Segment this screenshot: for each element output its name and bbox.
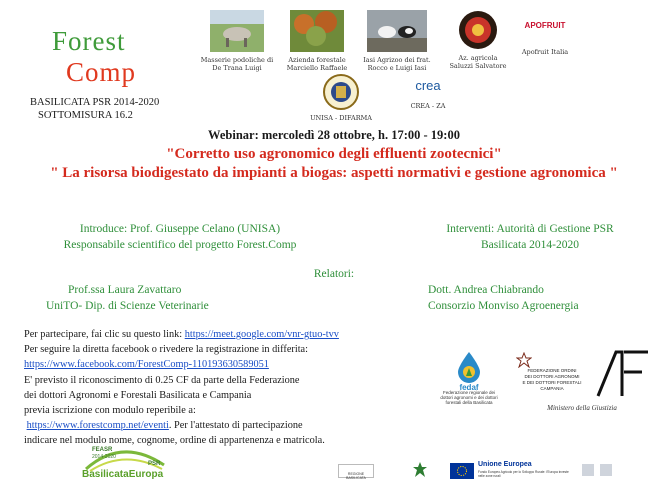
relatore2-name: Dott. Andrea Chiabrando [428, 284, 544, 296]
repubblica-emblem-icon [412, 461, 428, 479]
relatore-1 [46, 282, 246, 314]
fedaf-name: fedaf [459, 383, 479, 392]
forest-photo-icon [290, 10, 344, 52]
partner-label: CREA - ZA [410, 102, 446, 110]
relatori-label: Relatori: [313, 268, 355, 280]
partner-label: Iasi Agrizoo dei frat. Rocco e Luigi Iasi [363, 56, 431, 72]
interventi-line2: Basilicata 2014-2020 [480, 239, 580, 251]
partner-crea [396, 78, 460, 110]
brand-line2: Comp [66, 57, 137, 87]
feasr-years: 2014-2020 [92, 454, 116, 460]
footer-small-logo-1 [582, 464, 594, 476]
unisa-seal-icon [323, 74, 359, 110]
footer-logos [338, 460, 658, 482]
feasr-logo [82, 443, 168, 485]
relatore-2 [428, 282, 648, 314]
brand-line1: Forest [52, 26, 126, 56]
eventi-link[interactable]: https://www.forestcomp.net/eventi [26, 420, 169, 432]
partner-saluzzi [446, 10, 510, 70]
info-line3 [24, 357, 424, 372]
feasr-psr: PSR [148, 461, 161, 467]
program-line2: SOTTOMISURA 16.2 [38, 110, 133, 121]
intro-line2: Responsabile scientifico del progetto Forest.Comp [63, 239, 297, 251]
relatore2-affiliation: Consorzio Monviso Agroenergia [428, 300, 579, 312]
info-line7: https://www.forestcomp.net/eventi. Per l'attestato di partecipazione [26, 420, 303, 432]
crea-logo: crea [415, 78, 441, 93]
relatore1-name: Prof.ssa Laura Zavattaro [68, 284, 182, 296]
feasr-top: FEASR [92, 447, 113, 453]
info-line6: previa iscrizione con modulo reperibile a: [24, 405, 196, 417]
forestcomp-logo [52, 26, 182, 88]
webinar-datetime: Webinar: mercoledì 28 ottobre, h. 17:00 - 19:00 [208, 128, 460, 142]
partner-marciello [282, 10, 352, 72]
eu-label: Unione Europea [478, 461, 532, 468]
partner-iasi [356, 10, 438, 72]
info-line1: Per partecipare, fai clic su questo link: https://meet.google.com/vnr-gtuo-tvv [24, 329, 339, 340]
cow-photo-icon [210, 10, 264, 52]
ordine-logo [512, 350, 652, 414]
info-line2: Per seguire la diretta facebook o rivedere la registrazione in differita: [24, 344, 308, 356]
info-line4: E' previsto il riconoscimento di 0.25 CF da parte della Federazione [24, 374, 300, 386]
ordine-text: FEDERAZIONE ORDINI DEI DOTTORI AGRONOMI E DEI DOTTORI FORESTALI CAMPANIA [522, 368, 582, 391]
fedaf-logo [438, 350, 500, 405]
introduction-block [30, 221, 330, 253]
partner-masserie [200, 10, 274, 72]
footer-small-logo-2 [600, 464, 612, 476]
title-secondary: " La risorsa biodigestato da impianti a biogas: aspetti normativi e gestione agronomica " [50, 165, 618, 181]
af-monogram-icon [594, 350, 650, 400]
fedaf-drop-icon [454, 350, 484, 384]
feasr-bottom: BasilicataEuropa [82, 469, 164, 480]
partner-apofruit [512, 22, 578, 56]
info-line5: dei dottori Agronomi e Forestali Basilicata e Campania [24, 389, 252, 401]
cows-photo-icon [367, 10, 427, 52]
saluzzi-seal-icon [458, 10, 498, 50]
interventi-block [420, 221, 640, 253]
facebook-link[interactable]: https://www.facebook.com/ForestComp-110193630589051 [24, 359, 269, 371]
fedaf-sub: Federazione regionale dei dottori agronomi e dei dottori forestali della Basilicata [440, 390, 498, 405]
apofruit-logo: APOFRUIT [524, 21, 566, 30]
eu-flag-icon [450, 463, 474, 479]
eu-sub: Fondo Europeo Agricolo per lo Sviluppo Rurale: l'Europa investe nelle zone rurali [478, 470, 569, 478]
partner-label: Az. agricola Saluzzi Salvatore [449, 54, 507, 70]
info-line8: indicare nel modulo nome, cognome, ordine di appartenenza e matricola. [24, 435, 325, 447]
emblem-icon [516, 352, 532, 368]
regione-logo: REGIONE BASILICATA [338, 464, 374, 478]
partner-label: Azienda forestale Marciello Raffaele [286, 56, 348, 72]
program-line1: BASILICATA PSR 2014-2020 [30, 97, 160, 108]
program-info [30, 96, 159, 122]
partner-unisa [306, 74, 376, 122]
partner-label: Masserie podoliche di De Trana Luigi [200, 56, 274, 72]
meet-link[interactable]: https://meet.google.com/vnr-gtuo-tvv [184, 329, 339, 340]
participation-info [24, 327, 424, 449]
interventi-line1: Interventi: Autorità di Gestione PSR [446, 223, 614, 235]
ministero-label: Ministero della Giustizia [547, 404, 617, 412]
partner-label: Apofruit Italia [521, 48, 569, 56]
relatore1-affiliation: UniTO- Dip. di Scienze Veterinarie [46, 300, 209, 312]
partner-label: UNISA - DIFARMA [310, 114, 372, 122]
intro-line1: Introduce: Prof. Giuseppe Celano (UNISA) [79, 223, 281, 235]
title-primary: "Corretto uso agronomico degli effluenti zootecnici" [166, 146, 502, 162]
